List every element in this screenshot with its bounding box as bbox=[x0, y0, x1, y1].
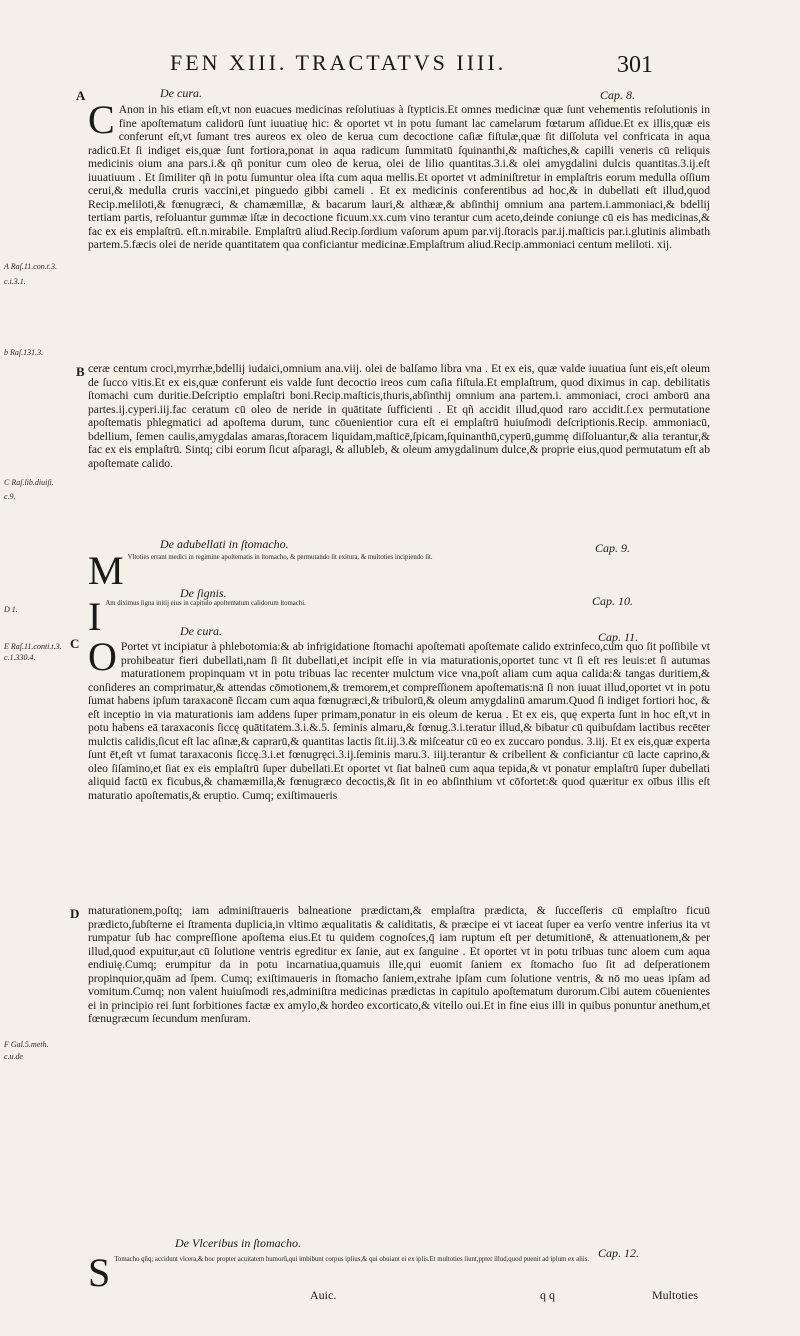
paragraph-text: Vltoties errant medici in regimine apoſtematis in ſtomacho, & permutando ſit exitura, & multoties incipiendo ſit. bbox=[127, 554, 433, 561]
paragraph-text: Portet vt incipiatur à phlebotomia:& ab infrigidatione ſtomachi apoſtemati apoſtemate calido extrinſeco,cum quo ſit poſſibile vt prohibeatur fieri dubellati,nam ſi ſit dubellati,et incipit eſſe in via maturationis,oportet tunc vt ſi eſt res leuis:et ſi autumas maturationem propinquam vt in potu tribuas lac recenter mulctum vice vna,poſt aliam cum aqua calida:& tangas duritiem,& conſideres an comprimatur,& attendas cōmotionem,& tremorem,et compreſſionem apoſtematis:nā ſi non iuuat illud,oportet vt in potu ſumat habens ipſum taraxaconē ſiccam cum aqua fœnugræci,& tribulorū,& oleum amygdalinū amarum.Quod ſi indiget fortiori hoc, & eſt inceptio in via maturationis iam addens ſuper primam,ponatur in eis oleum de kerua . Et ex eis, quę experta ſunt in hoc eſt,vt in potu habens eā taraxaconis ſiccę quātitatem.3.i.&.5. ſeminis almaru,& fœnug.3.i.teratur illud,& bibatur cū quibuſdam lactibus recēter mulctis calidis,ſicut eſt lac aſinæ,& caprarū,& quantitas lactis ſit.iij.3.& miſceatur cū eo ex zuccaro pondus. 3.iij. Et ex eis,quæ experta ſunt ēt,eſt vt ſumat taraxaconis ſiccę.3.i.et fœnugręci.3.ij.ſeminis maru.3. iiij.terantur & cribellent & conficiantur cū lacte caprino,& oleo ſiſamino,et ſiat ex eis emplaſtrū ſuper dubellati.Et oportet vt ſiat balneū cum aqua tepida,& vt ponatur emplaſtrū ſuper dubellati aliquid factū ex ficubus,& chamæmilla,& fœnugræco decoctis,& ſit in eo abſinthium vt cōfortet:& quod quæritur ex oībus illis eſt maturatio apoſtematis,& eruptio. Cumq; exiſtimaueris bbox=[88, 640, 710, 802]
section-letter-c: C bbox=[70, 636, 80, 651]
chapter-heading: De cura. bbox=[180, 624, 222, 638]
catchword-right: Multoties bbox=[652, 1288, 699, 1302]
chapter-body bbox=[88, 103, 710, 358]
paragraph-text: maturationem,poſtq; iam adminiſtraueris balneatione prædictam,& emplaſtra prædicta, & ſucceſſeris cū emplaſtro ficuū prædicto,ſubſterne ei ſtramenta duplicia,in vltimo æqualitatis & caliditatis, & præcipe ei vt iaceat ſuper ea verſo ventre inferius ita vt rumpatur ſub hac compreſſione apoſtema eius.Et tu quidem cognoſces,q̄ iam ruptum eſt per detumitionē, & attenuationem,& per illud,quod expuitur,aut cū ſolutione ventris egreditur ex ſanie, aut ex ſanguine . Et oportet vt in potu tribuas tunc aloem cum aqua endiuię.Cumq; erumpitur da in potu incarnatiua,quamuis ille,qui euomit ſaniem ex ſtomacho ſuo ſit ad deſperationem propinquior,quām ad ſpem. Cumq; exiſtimaueris in ſtomacho ſaniem,extrahe ipſam cum ſolutione ventris, & nō mo ueas ipſam ad vomitum.Cumq; non valent huiuſmodi res,adminiſtra medicinas prædictas in capitulo apoſtematum durorum.Cibi autem cōuenientes ei in principio rei ſunt ſorbitiones factæ ex amylo,& hordeo excorticato,& vitello oui.Et in fine eius illi in quibus ponuntur anethum,et fœnugræcum ſecundum menſuram. bbox=[88, 904, 710, 1025]
chapter-body bbox=[88, 640, 710, 902]
signature-mark: q q bbox=[540, 1288, 555, 1302]
margin-note: F Gal.5.meth. bbox=[4, 1040, 49, 1049]
chapter-number: Cap. 11. bbox=[598, 630, 639, 644]
margin-note: D 1. bbox=[4, 605, 18, 614]
margin-note: E Raſ.11.conti.t.3. bbox=[4, 642, 62, 651]
margin-note: A Raſ.11.con.t.3. bbox=[4, 262, 58, 271]
drop-cap: C bbox=[88, 103, 115, 142]
section-letter-d: D bbox=[70, 906, 80, 921]
margin-note: b Raſ.131.3. bbox=[4, 348, 44, 357]
margin-note: c.9. bbox=[4, 492, 16, 501]
chapter-body-continued bbox=[88, 904, 710, 1126]
drop-cap: S bbox=[88, 1256, 111, 1288]
chapter-number: Cap. 9. bbox=[595, 541, 631, 555]
section-letter-a: A bbox=[76, 88, 86, 103]
folio-number: 301 bbox=[617, 52, 653, 78]
chapter-heading: De Vlceribus in ſtomacho. bbox=[175, 1236, 301, 1250]
paragraph-text: Anon in his etiam eſt,vt non euacues medicinas reſolutiuas à ſtypticis.Et omnes medicinæ quæ ſunt vehementis reſolutionis in fine apoſtematum calidorū ſunt iuuatiuę hic: & oportet vt in potu ſumant lac camelarum fœtarum aſſidue.Et ex illis,quæ eis conferunt eſt,vt ſumant tres aureos ex oleo de kerua cum decoctione caſiæ fiſtulæ,quæ ſit diſſoluta vel confricata in aqua radicū.Et ſi indiget eis,quæ ſunt fortiora,ponat in aqua radicum ſummitatū ſquinanthi,& maſtiches,& capilli veneris cū reliquis medicinis oium ana pars.i.& qñ ponitur cum oleo de kerua, olei de lilio quantitas.3.i.& olei amygdalini dulcis quantitas.3.ij.eſt iuuatiuum . Et ſimiliter qñ in potu ſumuntur olea iſta cum aqua mellis.Et oportet vt adminiſtretur in emplaſtris eorum medulla oſſium cerui,& medulla cruris vaccini,et pinguedo gibbi cameli . Et ex medicinis conferentibus ad hoc,& in dubellati eſt illud,quod Recip.meliloti,& fœnugræci, & chamæmillæ, & bacarum lauri,& althææ,& abſinthij omnium ana partem.i.ammoniaci,& bdellij tertiam partis, reſoluantur gummæ iſtæ in decoctione ficuum.xx.cum vino terantur cum aceto,deinde coniunge cū eis has medicinas,& fac ex eis emplaſtrū. eſt.n.mirabile. Emplaſtrū aliud.Recip.ſordium vaſorum apum par.vij.ſtoracis par.ij.maſticis par.i.glutinis alimbath partem.5.fæcis olei de neride quantitatem qua conficiantur medicinæ.Emplaſtrum aliud.Recip.ammoniaci centum meliloti. xij. bbox=[88, 103, 710, 251]
paragraph-text: Am diximus ſigna initij eius in capitulo apoſtematum calidorum ſtomachi. bbox=[105, 600, 306, 607]
margin-note: c.u.de bbox=[4, 1052, 24, 1061]
drop-cap: O bbox=[88, 640, 117, 679]
chapter-number: Cap. 10. bbox=[592, 594, 634, 608]
paragraph-text: Tomacho qñq; accidunt vlcera,& hoc propter acuitatem humorū,qui imbibunt corpus ipſius,& qui obuiant ei ex ipſis.Et multoties ſiunt,ppter illud,quod puenit ad ipſum ex aliis. bbox=[114, 1256, 590, 1263]
chapter-body-continued bbox=[88, 362, 710, 538]
catchword-left: Auic. bbox=[310, 1288, 337, 1302]
chapter-number: Cap. 12. bbox=[598, 1246, 640, 1260]
chapter-heading: De adubellati in ſtomacho. bbox=[160, 537, 289, 551]
chapter-body bbox=[88, 554, 710, 584]
margin-note: c.i.3.1. bbox=[4, 277, 26, 286]
drop-cap: M bbox=[88, 554, 124, 584]
margin-note: C Raſ.lib.diuiſi. bbox=[4, 478, 54, 487]
chapter-number: Cap. 8. bbox=[600, 88, 636, 102]
running-head: FEN XIII. TRACTATVS IIII. bbox=[170, 50, 507, 75]
paragraph-text: ceræ centum croci,myrrhæ,bdellij iudaici,omnium ana.viij. olei de balſamo libra vna . Et ex eis, quæ valde iuuatiua ſunt eis,eſt oleum de ſucco vitis.Et ex eis,quæ conferunt eis valde ſunt decoctio ireos cum caſia fiſtula.Et emplaſtrum, quod diximus in cap. debilitatis ſtomachi cum duritie.Deſcriptio emplaſtri boni.Recip.maſticis,thuris,abſinthij omnium ana partem.i. ammoniaci, croci amborū ana partes.ij.cyperi.iij.fac ceratum cū oleo de neride in quātitate ſufficienti . Et qñ accidit illud,quod raro accidit.ſ.ex permutatione apoſtematis phlegmatici ad apoſtema durum, tunc cōuenientior cura eſt ei emplaſtrū huiuſmodi deſcriptionis.Recip. ammoniacū, bdellium, ſemen caulis,amygdalas amaras,ſtoracem liquidam,maſticē,ſpicam,ſquinanthū,cyperū,gummę diſſoluantur,& alia terantur,& fac ex eis emplaſtrū. Sintq; cibi eorum ſicut aſparagi, & allubleb, & oleum amygdalinum dulce,& proprie eius,quod permutatum eſt ab apoſtemate calido. bbox=[88, 362, 710, 470]
chapter-heading: De ſignis. bbox=[180, 586, 227, 600]
drop-cap: I bbox=[88, 600, 102, 630]
chapter-body bbox=[88, 1256, 710, 1288]
chapter-heading: De cura. bbox=[160, 86, 202, 100]
section-letter-b: B bbox=[76, 364, 85, 379]
margin-note: c.1.330.4. bbox=[4, 653, 36, 662]
